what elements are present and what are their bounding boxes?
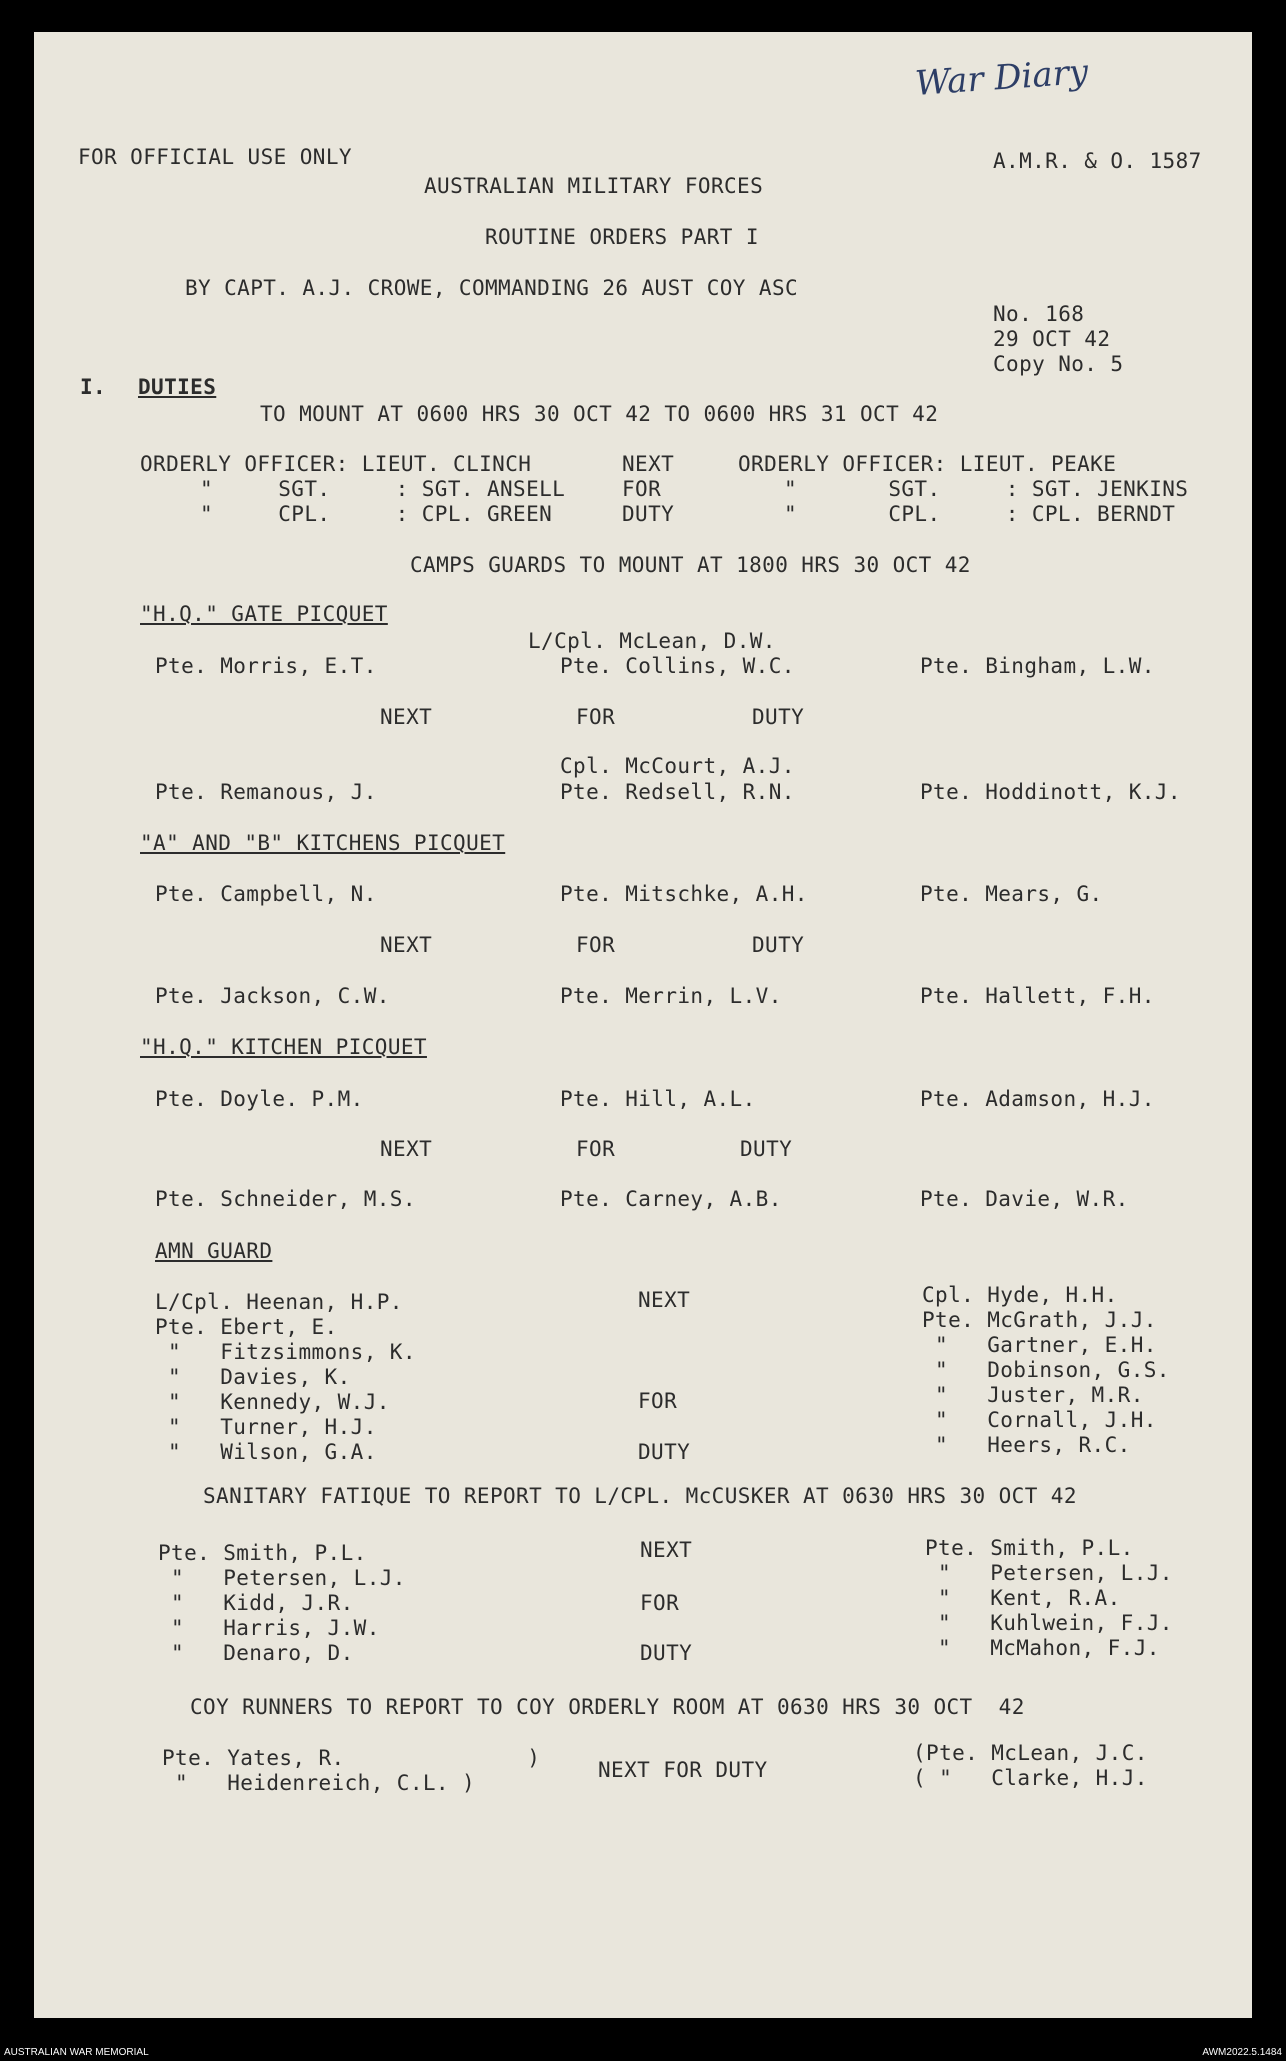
ab-kitchens-next: NEXT	[380, 933, 433, 957]
section-heading: DUTIES	[138, 375, 217, 399]
hq-gate-next: NEXT	[380, 705, 433, 729]
orderly-next: NEXT	[622, 452, 675, 476]
sanitary-duty: DUTY	[640, 1641, 693, 1665]
copy-number: Copy No. 5	[993, 352, 1124, 376]
section-number: I.	[80, 375, 107, 399]
hq-kitchen-col1: Pte. Doyle. P.M.	[155, 1087, 364, 1111]
hq-kitchen-next: NEXT	[380, 1137, 433, 1161]
sanitary-right-1: Pte. Smith, P.L.	[925, 1536, 1134, 1560]
amn-left-5: " Kennedy, W.J.	[155, 1390, 390, 1414]
orderly-sgt-next: " SGT. : SGT. JENKINS	[784, 477, 1189, 501]
ab-kitchens-next3: Pte. Hallett, F.H.	[920, 984, 1155, 1008]
amn-left-4: " Davies, K.	[155, 1365, 351, 1389]
ab-kitchens-col2: Pte. Mitschke, A.H.	[560, 882, 808, 906]
runners-next-for-duty: NEXT FOR DUTY	[598, 1758, 768, 1782]
hq-gate-for: FOR	[576, 705, 616, 729]
ab-kitchens-next1: Pte. Jackson, C.W.	[155, 984, 390, 1008]
orderly-for: FOR	[622, 477, 662, 501]
sanitary-left-2: " Petersen, L.J.	[158, 1566, 406, 1590]
mount-times: TO MOUNT AT 0600 HRS 30 OCT 42 TO 0600 HRS 31 OCT 42	[260, 402, 939, 426]
runners-right-2: ( " Clarke, H.J.	[913, 1766, 1148, 1790]
hq-gate-cpl-next: Cpl. McCourt, A.J.	[560, 754, 795, 778]
handwritten-note: War Diary	[913, 52, 1090, 104]
hq-gate-next2: Pte. Redsell, R.N.	[560, 780, 795, 804]
amn-left-7: " Wilson, G.A.	[155, 1440, 377, 1464]
ab-kitchens-duty: DUTY	[752, 933, 805, 957]
amn-right-1: Cpl. Hyde, H.H.	[922, 1283, 1118, 1307]
orderly-sgt-line: " SGT. : SGT. ANSELL	[200, 477, 566, 501]
amn-next: NEXT	[638, 1288, 691, 1312]
hq-kitchen-next3: Pte. Davie, W.R.	[920, 1187, 1129, 1211]
hq-gate-col2: Pte. Collins, W.C.	[560, 654, 795, 678]
runners-right-1: (Pte. McLean, J.C.	[913, 1741, 1148, 1765]
hq-gate-col3: Pte. Bingham, L.W.	[920, 654, 1155, 678]
amn-guard-heading: AMN GUARD	[155, 1239, 273, 1263]
amn-right-6: " Cornall, J.H.	[922, 1408, 1157, 1432]
title-routine-orders: ROUTINE ORDERS PART I	[485, 225, 759, 249]
amn-right-3: " Gartner, E.H.	[922, 1333, 1157, 1357]
amn-left-3: " Fitzsimmons, K.	[155, 1340, 416, 1364]
orderly-duty: DUTY	[622, 502, 675, 526]
hq-gate-next3: Pte. Hoddinott, K.J.	[920, 780, 1181, 804]
hq-kitchen-col2: Pte. Hill, A.L.	[560, 1087, 756, 1111]
sanitary-left-3: " Kidd, J.R.	[158, 1591, 354, 1615]
hq-gate-next1: Pte. Remanous, J.	[155, 780, 377, 804]
amn-for: FOR	[638, 1389, 678, 1413]
ab-kitchens-heading: "A" AND "B" KITCHENS PICQUET	[140, 831, 506, 855]
amn-duty: DUTY	[638, 1440, 691, 1464]
amn-right-2: Pte. McGrath, J.J.	[922, 1308, 1157, 1332]
title-forces: AUSTRALIAN MILITARY FORCES	[424, 174, 764, 198]
amn-left-6: " Turner, H.J.	[155, 1415, 377, 1439]
ab-kitchens-next2: Pte. Merrin, L.V.	[560, 984, 782, 1008]
footer-institution: AUSTRALIAN WAR MEMORIAL	[4, 2047, 149, 2058]
reference-number: A.M.R. & O. 1587	[993, 149, 1202, 173]
orderly-officer-next: ORDERLY OFFICER: LIEUT. PEAKE	[738, 452, 1117, 476]
order-date: 29 OCT 42	[993, 327, 1111, 351]
hq-gate-cpl: L/Cpl. McLean, D.W.	[528, 629, 776, 653]
orderly-cpl-next: " CPL. : CPL. BERNDT	[784, 502, 1176, 526]
sanitary-left-1: Pte. Smith, P.L.	[158, 1541, 367, 1565]
sanitary-next: NEXT	[640, 1538, 693, 1562]
hq-kitchen-for: FOR	[576, 1137, 616, 1161]
hq-kitchen-next2: Pte. Carney, A.B.	[560, 1187, 782, 1211]
amn-right-5: " Juster, M.R.	[922, 1383, 1144, 1407]
ab-kitchens-col3: Pte. Mears, G.	[920, 882, 1103, 906]
order-number: No. 168	[993, 302, 1085, 326]
amn-left-1: L/Cpl. Heenan, H.P.	[155, 1290, 403, 1314]
runners-heading: COY RUNNERS TO REPORT TO COY ORDERLY ROOM AT 0630 HRS 30 OCT 42	[190, 1695, 1025, 1719]
hq-gate-duty: DUTY	[752, 705, 805, 729]
sanitary-right-5: " McMahon, F.J.	[925, 1636, 1160, 1660]
title-commanding: BY CAPT. A.J. CROWE, COMMANDING 26 AUST COY ASC	[185, 276, 799, 300]
runners-left-2: " Heidenreich, C.L. )	[162, 1771, 476, 1795]
hq-kitchen-next1: Pte. Schneider, M.S.	[155, 1187, 416, 1211]
amn-right-7: " Heers, R.C.	[922, 1433, 1131, 1457]
orderly-officer-line: ORDERLY OFFICER: LIEUT. CLINCH	[140, 452, 532, 476]
orderly-cpl-line: " CPL. : CPL. GREEN	[200, 502, 553, 526]
hq-gate-col1: Pte. Morris, E.T.	[155, 654, 377, 678]
sanitary-left-5: " Denaro, D.	[158, 1641, 354, 1665]
sanitary-heading: SANITARY FATIQUE TO REPORT TO L/CPL. McCUSKER AT 0630 HRS 30 OCT 42	[203, 1484, 1077, 1508]
hq-kitchen-col3: Pte. Adamson, H.J.	[920, 1087, 1155, 1111]
amn-left-2: Pte. Ebert, E.	[155, 1315, 338, 1339]
ab-kitchens-col1: Pte. Campbell, N.	[155, 882, 377, 906]
sanitary-right-3: " Kent, R.A.	[925, 1586, 1121, 1610]
classification: FOR OFFICIAL USE ONLY	[78, 145, 352, 169]
camp-guards-heading: CAMPS GUARDS TO MOUNT AT 1800 HRS 30 OCT 42	[410, 553, 971, 577]
sanitary-for: FOR	[640, 1591, 680, 1615]
hq-kitchen-duty: DUTY	[740, 1137, 793, 1161]
ab-kitchens-for: FOR	[576, 933, 616, 957]
footer-accession: AWM2022.5.1484	[1202, 2047, 1282, 2058]
sanitary-left-4: " Harris, J.W.	[158, 1616, 380, 1640]
hq-gate-heading: "H.Q." GATE PICQUET	[140, 602, 388, 626]
hq-kitchen-heading: "H.Q." KITCHEN PICQUET	[140, 1035, 427, 1059]
runners-left-1: Pte. Yates, R. )	[162, 1746, 541, 1770]
amn-right-4: " Dobinson, G.S.	[922, 1358, 1170, 1382]
sanitary-right-2: " Petersen, L.J.	[925, 1561, 1173, 1585]
sanitary-right-4: " Kuhlwein, F.J.	[925, 1611, 1173, 1635]
